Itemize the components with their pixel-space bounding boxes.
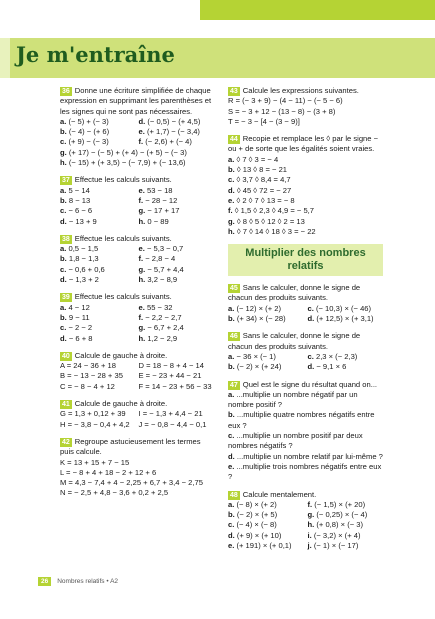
item-expression: 4 − 12 <box>68 302 90 312</box>
item-expression: (− 1) × (− 17) <box>313 540 359 550</box>
exercise <box>60 292 213 343</box>
item-expression: (− 3,2) × (+ 4) <box>313 530 361 540</box>
exercise-item <box>139 420 214 430</box>
exercise-item <box>60 468 213 478</box>
exercise-number: 40 <box>62 352 70 360</box>
item-letter: c. <box>228 175 235 185</box>
item-letter: h. <box>138 275 146 285</box>
item-letter: a. <box>228 154 235 164</box>
exercise-item <box>60 244 135 254</box>
item-expression: (− 4) × (− 8) <box>236 520 277 530</box>
exercise-item <box>228 165 383 175</box>
item-letter: c. <box>60 323 67 333</box>
item-expression: M = 4,3 − 7,4 + 4 − 2,25 + 6,7 + 3,4 − 2,75 <box>60 478 203 488</box>
exercise-item <box>60 303 135 313</box>
item-expression: − 2,8 − 4 <box>145 254 176 264</box>
exercise-statement <box>228 490 383 500</box>
item-expression: (+ 0,8) × (− 3) <box>316 520 364 530</box>
exercise-item <box>60 382 135 392</box>
item-expression: (− 1,5) × (+ 20) <box>314 499 366 509</box>
item-expression: (+ 9) × (+ 10) <box>236 530 282 540</box>
exercise-item <box>60 217 135 227</box>
exercise-item <box>139 254 214 264</box>
exercise-number: 38 <box>62 235 70 243</box>
exercise-item <box>228 117 383 127</box>
item-expression: (− 2) × (+ 24) <box>236 362 282 372</box>
item-expression: − 5,7 + 4,4 <box>147 264 184 274</box>
item-expression: (+ 1,7) − (− 3,4) <box>146 127 200 137</box>
exercise-instruction: Calcule mentalement. <box>242 489 317 499</box>
item-expression: K = 13 + 15 + 7 − 15 <box>60 457 130 467</box>
item-expression: ◊ 2 ◊ 7 ◊ 13 = − 8 <box>236 195 295 205</box>
exercise-instruction: Calcule de gauche à droite. <box>74 350 168 360</box>
item-expression: ...multiplie un nombre relatif par lui-même ? <box>236 451 383 461</box>
item-letter: d. <box>60 333 67 343</box>
item-letter: b. <box>60 127 67 137</box>
item-expression: (− 2,6) + (− 4) <box>145 137 192 147</box>
exercise-items <box>60 244 213 285</box>
item-expression: − 6,7 + 2,4 <box>147 323 184 333</box>
exercise-item <box>308 520 384 530</box>
exercise-item <box>308 304 384 314</box>
item-letter: d. <box>60 275 67 285</box>
exercise-statement <box>228 134 383 155</box>
top-accent-stripe <box>200 0 435 20</box>
item-expression: (− 10,3) × (− 46) <box>315 303 372 313</box>
item-letter: a. <box>60 244 67 254</box>
exercise-item <box>228 352 304 362</box>
item-expression: B = − 13 − 28 + 35 <box>60 371 123 381</box>
item-letter: d. <box>228 185 235 195</box>
item-letter: d. <box>307 362 315 372</box>
exercise-item <box>228 175 383 185</box>
item-expression: 55 − 32 <box>146 302 173 312</box>
exercise-item <box>228 227 383 237</box>
exercise-item <box>60 206 135 216</box>
item-expression: C = − 8 − 4 + 12 <box>60 381 115 391</box>
exercise-number: 46 <box>230 333 238 341</box>
item-expression: (− 15) + (+ 3,5) − (− 7,9) + (− 13,6) <box>68 158 186 168</box>
item-letter: e. <box>228 461 235 471</box>
item-letter: h. <box>138 216 146 226</box>
item-expression: 8 − 13 <box>68 195 91 205</box>
exercise <box>228 380 383 483</box>
exercise-number: 42 <box>62 438 70 446</box>
exercise-statement <box>60 234 213 244</box>
title-banner <box>0 38 435 78</box>
exercise-statement <box>228 283 383 304</box>
exercise <box>228 86 383 127</box>
exercise-item <box>228 531 304 541</box>
item-expression: (+ 17) − (− 5) + (+ 4) − (+ 5) − (− 3) <box>68 147 187 157</box>
item-letter: g. <box>228 216 235 226</box>
item-letter: d. <box>60 216 67 226</box>
item-expression: 9 − 11 <box>68 312 90 322</box>
item-expression: ◊ 45 ◊ 72 = − 27 <box>236 185 292 195</box>
exercise-items <box>60 186 213 227</box>
item-expression: ◊ 7 ◊ 3 = − 4 <box>236 154 279 164</box>
item-letter: h. <box>228 226 235 236</box>
exercise-statement <box>60 175 213 185</box>
exercise-item <box>60 186 135 196</box>
exercise <box>60 351 213 392</box>
item-expression: (− 4) − (+ 6) <box>68 127 110 137</box>
exercise-item <box>60 488 213 498</box>
exercise-item <box>139 275 214 285</box>
exercise-item <box>139 361 214 371</box>
exercise-item <box>228 462 383 483</box>
item-expression: H = − 3,8 − 0,4 + 4,2 <box>60 419 130 429</box>
exercise-statement <box>60 437 213 458</box>
item-expression: ...multiplie quatre nombres négatifs entre eux ? <box>228 410 375 430</box>
item-letter: h. <box>307 520 315 530</box>
item-expression: − 9,1 × 6 <box>316 362 347 372</box>
exercise-instruction: Effectue les calculs suivants. <box>74 175 172 185</box>
item-letter: c. <box>307 303 314 313</box>
item-letter: b. <box>60 312 67 322</box>
item-letter: e. <box>138 302 145 312</box>
item-expression: ...multiplie un nombre positif par deux nombres négatifs ? <box>228 431 363 451</box>
item-letter: b. <box>228 362 235 372</box>
exercise-item <box>139 371 214 381</box>
exercise-instruction: Sans le calculer, donne le signe de chacun des produits suivants. <box>228 331 361 351</box>
item-expression: N = − 2,5 + 4,8 − 3,6 + 0,2 + 2,5 <box>60 488 169 498</box>
exercise-item <box>60 148 213 158</box>
item-expression: (− 5) + (− 3) <box>68 116 109 126</box>
section-title: Multiplier des nombres relatifs <box>228 244 383 276</box>
item-expression: 3,2 − 8,9 <box>147 275 178 285</box>
item-expression: R = (− 3 + 9) − (4 − 11) − (− 5 − 6) <box>228 96 343 106</box>
exercise <box>228 134 383 237</box>
exercise-item <box>228 431 383 452</box>
item-expression: − 13 + 9 <box>68 216 97 226</box>
item-expression: − 2,2 − 2,7 <box>145 312 182 322</box>
exercise-number: 45 <box>230 285 238 293</box>
exercise-statement <box>228 86 383 96</box>
exercise-item <box>228 96 383 106</box>
exercise-item <box>228 362 304 372</box>
item-expression: D = 18 − 8 + 4 − 14 <box>138 361 204 371</box>
exercise-item <box>308 510 384 520</box>
exercise-item <box>60 409 135 419</box>
exercise-item <box>308 500 384 510</box>
item-expression: E = − 23 + 44 − 21 <box>138 371 202 381</box>
item-expression: − 28 − 12 <box>145 195 178 205</box>
exercise-item <box>139 186 214 196</box>
item-letter: a. <box>60 185 67 195</box>
exercise-item <box>60 313 135 323</box>
exercise-item <box>228 541 304 551</box>
exercise-number: 44 <box>230 136 238 144</box>
exercise-item <box>228 520 304 530</box>
item-expression: J = − 0,8 − 4,4 − 0,1 <box>138 419 207 429</box>
exercise-item <box>60 323 135 333</box>
exercise-number: 39 <box>62 294 70 302</box>
item-expression: − 2 − 2 <box>68 323 93 333</box>
exercise-instruction: Calcule les expressions suivantes. <box>242 86 359 95</box>
item-expression: − 17 + 17 <box>147 206 180 216</box>
item-expression: − 6 + 8 <box>68 333 93 343</box>
item-letter: e. <box>138 244 145 254</box>
item-letter: b. <box>60 195 67 205</box>
exercise-item <box>228 196 383 206</box>
item-expression: − 36 × (− 1) <box>236 351 276 361</box>
item-expression: 53 − 18 <box>146 185 173 195</box>
exercise-number: 36 <box>62 88 70 95</box>
exercise-items <box>228 304 383 325</box>
exercise-instruction: Regroupe astucieusement les termes puis calcule. <box>60 436 201 457</box>
exercise-instruction: Calcule de gauche à droite. <box>74 399 168 409</box>
exercise-item <box>139 127 214 137</box>
exercise-instruction: Donne une écriture simplifiée de chaque expression en supprimant les parenthèses et les signes qui ne sont pas nécessaires. <box>60 86 212 116</box>
item-letter: b. <box>228 510 235 520</box>
item-letter: e. <box>228 540 235 550</box>
exercise-item <box>228 206 383 216</box>
item-expression: − 6 − 6 <box>68 206 93 216</box>
exercise-item <box>308 362 384 372</box>
item-expression: 5 − 14 <box>68 185 90 195</box>
item-letter: e. <box>138 127 145 137</box>
exercise-items <box>60 303 213 344</box>
exercise-number: 48 <box>230 491 238 499</box>
exercise-item <box>60 371 135 381</box>
exercise-instruction: Effectue les calculs suivants. <box>74 292 172 302</box>
item-letter: h. <box>60 158 67 168</box>
item-letter: a. <box>60 116 67 126</box>
item-expression: S = − 3 + 12 − (13 − 8) − (3 + 8) <box>228 106 336 116</box>
page-title: Je m'entraîne <box>16 42 175 67</box>
right-column-top <box>228 86 383 237</box>
item-expression: 0 − 89 <box>147 216 169 226</box>
exercise-item <box>228 452 383 462</box>
item-letter: d. <box>138 116 146 126</box>
exercise-statement <box>228 380 383 390</box>
exercise-item <box>60 458 213 468</box>
item-letter: c. <box>60 264 67 274</box>
exercise-item <box>139 117 214 127</box>
exercise-item <box>60 196 135 206</box>
item-expression: 1,8 − 1,3 <box>68 254 99 264</box>
item-letter: f. <box>228 206 233 216</box>
exercise-items <box>228 352 383 373</box>
item-letter: c. <box>228 520 235 530</box>
exercise-item <box>139 206 214 216</box>
exercise-item <box>139 382 214 392</box>
item-expression: (+ 34) × (− 28) <box>236 314 286 324</box>
item-letter: b. <box>228 165 235 175</box>
right-column <box>228 86 383 558</box>
exercise-item <box>308 352 384 362</box>
item-letter: g. <box>138 206 146 216</box>
exercise-item <box>60 254 135 264</box>
exercise-item <box>139 217 214 227</box>
exercise-number: 41 <box>62 401 70 409</box>
exercise-item <box>60 361 135 371</box>
exercise-item <box>139 196 214 206</box>
exercise-item <box>139 334 214 344</box>
item-letter: b. <box>228 410 235 420</box>
exercise-item <box>139 313 214 323</box>
item-letter: g. <box>138 264 146 274</box>
footer <box>38 577 118 586</box>
item-letter: g. <box>138 323 146 333</box>
item-expression: L = − 8 + 4 + 18 − 2 + 12 + 6 <box>60 467 157 477</box>
exercise-item <box>308 541 384 551</box>
exercise <box>228 490 383 552</box>
item-letter: d. <box>228 451 235 461</box>
item-expression: (+ 191) × (+ 0,1) <box>236 540 292 550</box>
item-letter: f. <box>138 195 144 205</box>
exercise-item <box>60 334 135 344</box>
item-expression: (+ 12,5) × (+ 3,1) <box>316 314 374 324</box>
exercise-statement <box>60 351 213 361</box>
item-letter: d. <box>228 530 235 540</box>
item-expression: A = 24 − 36 + 18 <box>60 361 116 371</box>
exercise-item <box>308 531 384 541</box>
exercise-item <box>228 410 383 431</box>
exercise-item <box>139 303 214 313</box>
item-expression: ◊ 8 ◊ 5 ◊ 12 ◊ 2 = 13 <box>236 216 305 226</box>
exercise <box>60 437 213 499</box>
item-letter: f. <box>138 254 144 264</box>
exercise-item <box>60 275 135 285</box>
item-expression: − 1,3 + 2 <box>68 275 99 285</box>
item-letter: f. <box>307 499 313 509</box>
exercise-item <box>308 314 384 324</box>
item-letter: d. <box>307 314 315 324</box>
item-expression: 0,5 − 1,5 <box>68 244 99 254</box>
exercise-item <box>60 420 135 430</box>
exercise-item <box>228 186 383 196</box>
exercise <box>228 283 383 324</box>
footer-text: Nombres relatifs • A2 <box>57 578 119 585</box>
exercise-number: 37 <box>62 177 70 185</box>
exercise-items <box>60 409 213 430</box>
item-letter: c. <box>307 351 314 361</box>
item-expression: ◊ 3,7 ◊ 8,4 = 4,7 <box>236 175 291 185</box>
item-letter: b. <box>228 314 235 324</box>
item-letter: c. <box>60 206 67 216</box>
item-letter: h. <box>138 333 146 343</box>
item-letter: f. <box>138 137 144 147</box>
item-letter: j. <box>307 540 312 550</box>
exercise-item <box>60 478 213 488</box>
item-expression: ...multiplie un nombre négatif par un nombre positif ? <box>228 389 358 410</box>
exercise <box>60 234 213 285</box>
banner-cap <box>0 38 10 78</box>
item-letter: e. <box>228 195 235 205</box>
item-expression: G = 1,3 + 0,12 + 39 <box>60 409 126 419</box>
exercise-instruction: Effectue les calculs suivants. <box>74 233 172 243</box>
item-letter: a. <box>228 351 235 361</box>
exercise-item <box>60 117 135 127</box>
item-expression: (− 8) × (+ 2) <box>236 499 277 509</box>
exercise-statement <box>60 399 213 409</box>
item-expression: 2,3 × (− 2,3) <box>315 351 358 361</box>
exercise-statement <box>60 292 213 302</box>
item-expression: I = − 1,3 + 4,4 − 21 <box>138 409 203 419</box>
exercise-item <box>228 390 383 411</box>
exercise-item <box>139 244 214 254</box>
exercise-item <box>228 217 383 227</box>
item-letter: g. <box>307 510 315 520</box>
item-expression: ◊ 13 ◊ 8 = − 21 <box>236 165 288 175</box>
item-expression: ◊ 1,5 ◊ 2,3 ◊ 4,9 = − 5,7 <box>234 206 314 216</box>
item-letter: f. <box>138 312 144 322</box>
exercise-item <box>228 155 383 165</box>
exercise-instruction: Recopie et remplace les ◊ par le signe − ou + de sorte que les égalités soient vraies. <box>228 134 379 154</box>
item-letter: c. <box>60 137 67 147</box>
item-expression: (− 0,5) − (+ 4,5) <box>147 116 201 126</box>
item-letter: c. <box>228 431 235 441</box>
top-bar <box>0 0 435 20</box>
exercise-item <box>139 265 214 275</box>
exercise-instruction: Sans le calculer, donne le signe de chacun des produits suivants. <box>228 283 361 303</box>
item-expression: ...multiplie trois nombres négatifs entre eux ? <box>228 461 382 482</box>
item-letter: i. <box>307 530 312 540</box>
exercise-item <box>139 323 214 333</box>
exercise-items <box>228 500 383 551</box>
exercise <box>60 86 213 168</box>
item-letter: a. <box>60 302 67 312</box>
item-letter: e. <box>138 185 145 195</box>
exercise-number: 47 <box>230 381 238 389</box>
item-expression: − 0,6 + 0,6 <box>68 264 105 274</box>
exercise-items <box>60 117 213 148</box>
item-expression: (− 12) × (+ 2) <box>236 303 281 313</box>
item-expression: − 5,3 − 0,7 <box>146 244 184 254</box>
item-expression: ◊ 7 ◊ 14 ◊ 18 ◊ 3 = − 22 <box>236 226 316 236</box>
item-letter: a. <box>228 303 235 313</box>
item-expression: (+ 9) − (− 3) <box>68 137 109 147</box>
exercise-item <box>228 107 383 117</box>
right-column-bottom <box>228 283 383 551</box>
item-letter: a. <box>228 499 235 509</box>
exercise-statement <box>228 331 383 352</box>
exercise-number: 43 <box>230 88 238 95</box>
exercise-items <box>60 361 213 392</box>
item-letter: b. <box>60 254 67 264</box>
exercise <box>228 331 383 372</box>
exercise-item <box>60 265 135 275</box>
item-letter: a. <box>228 389 235 399</box>
item-expression: T = − 3 − [4 − (3 − 9)] <box>228 116 300 126</box>
item-letter: g. <box>60 147 67 157</box>
exercise-statement <box>60 86 213 117</box>
exercise-item <box>228 314 304 324</box>
exercise <box>60 175 213 226</box>
exercise-item <box>60 127 135 137</box>
exercise-instruction: Quel est le signe du résultat quand on... <box>242 379 378 389</box>
item-expression: (− 0,25) × (− 4) <box>316 510 368 520</box>
exercise <box>60 399 213 430</box>
exercise-item <box>139 137 214 147</box>
exercise-item <box>139 409 214 419</box>
exercise-item <box>228 500 304 510</box>
item-expression: (− 2) × (+ 5) <box>236 510 278 520</box>
exercise-item <box>60 158 213 168</box>
exercise-item <box>228 304 304 314</box>
page-number: 26 <box>38 577 51 586</box>
exercise-item <box>228 510 304 520</box>
item-expression: 1,2 − 2,9 <box>147 333 178 343</box>
left-column <box>60 86 213 506</box>
exercise-item <box>60 137 135 147</box>
item-expression: F = 14 − 23 + 56 − 33 <box>138 381 212 391</box>
